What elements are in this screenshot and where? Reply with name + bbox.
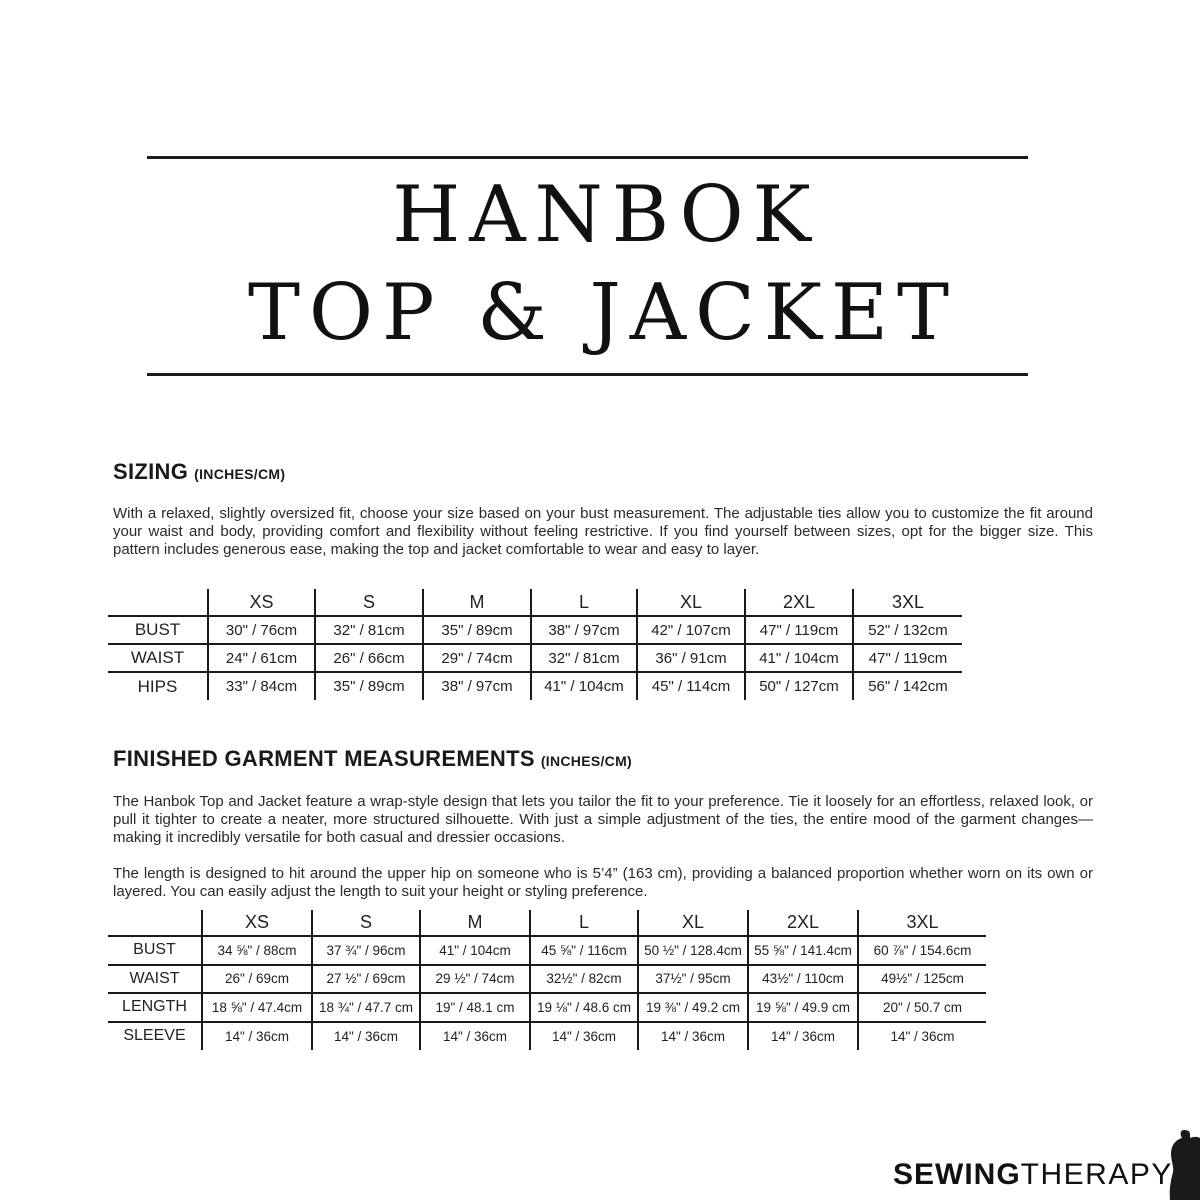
finished-table-cell: 50 ½" / 128.4cm [638,936,748,965]
finished-col-header: 3XL [858,910,986,936]
sizing-table-header [108,589,962,616]
finished-col-header: L [530,910,638,936]
finished-table-cell: 14" / 36cm [858,1022,986,1051]
finished-table-cell: 20" / 50.7 cm [858,993,986,1022]
sizing-table-cell: 35" / 89cm [315,672,423,700]
sizing-table-cell: 52" / 132cm [853,616,962,644]
finished-table-cell: 18 ⅝" / 47.4cm [202,993,312,1022]
sizing-table-cell: 42" / 107cm [637,616,745,644]
finished-table-cell: 43½" / 110cm [748,965,858,994]
finished-unit-label: (INCHES/CM) [540,753,633,769]
title-top-rule [147,156,1028,159]
sizing-col-header: S [315,589,423,616]
sizing-table-cell: 56" / 142cm [853,672,962,700]
finished-col-header: XS [202,910,312,936]
brand-logo [893,1158,1173,1192]
finished-table-cell: 14" / 36cm [202,1022,312,1051]
sizing-table-cell: 30" / 76cm [208,616,315,644]
sizing-unit-label: (INCHES/CM) [194,466,286,482]
title-bottom-rule [147,373,1028,376]
finished-table-cell: 26" / 69cm [202,965,312,994]
finished-table-row [108,936,986,965]
finished-table-cell: 14" / 36cm [420,1022,530,1051]
finished-table-cell: 29 ½" / 74cm [420,965,530,994]
finished-table-cell: 18 ¾" / 47.7 cm [312,993,420,1022]
finished-table-cell: 34 ⅝" / 88cm [202,936,312,965]
finished-row-label: WAIST [108,965,202,994]
finished-table-cell: 14" / 36cm [748,1022,858,1051]
sizing-table-corner [108,589,208,616]
finished-paragraph-2: The length is designed to hit around the upper hip on someone who is 5’4” (163 cm), providing a balanced proportion whether worn on its own or layered. You can easily adjust the length to suit your height or styling preference. [113,865,1093,900]
sizing-table-cell: 32" / 81cm [531,644,637,672]
sizing-table-cell: 38" / 97cm [531,616,637,644]
finished-table-row [108,1022,986,1051]
sizing-table-cell: 50" / 127cm [745,672,853,700]
finished-row-label: BUST [108,936,202,965]
finished-row-label: SLEEVE [123,1027,186,1045]
finished-table-cell: 37½" / 95cm [638,965,748,994]
finished-col-header: 2XL [748,910,858,936]
finished-table-row [108,993,986,1022]
sizing-table-cell: 47" / 119cm [745,616,853,644]
finished-table-cell: 27 ½" / 69cm [312,965,420,994]
sizing-table-cell: 35" / 89cm [423,616,531,644]
sizing-table-cell: 47" / 119cm [853,644,962,672]
sizing-col-header: L [531,589,637,616]
sizing-table-cell: 41" / 104cm [531,672,637,700]
finished-table-cell: 14" / 36cm [312,1022,420,1051]
sizing-paragraph: With a relaxed, slightly oversized fit, choose your size based on your bust measurement. The adjustable ties allow you to customize the fit around your waist and body, providing comfort and flexibility without feeling restrictive. If you find yourself between sizes, opt for the bigger size. This pattern includes generous ease, making the top and jacket comfortable to wear and easy to layer. [113,505,1093,558]
finished-table-cell: 55 ⅝" / 141.4cm [748,936,858,965]
finished-col-header: XL [638,910,748,936]
brand-part-1: SEWING [893,1158,1021,1191]
sizing-col-header: M [423,589,531,616]
sizing-table-cell: 45" / 114cm [637,672,745,700]
finished-table-header [108,910,986,936]
finished-col-header: S [312,910,420,936]
sizing-table-cell: 32" / 81cm [315,616,423,644]
sizing-col-header: 2XL [745,589,853,616]
sizing-heading-text: SIZING [113,459,189,484]
finished-measurements-table [108,910,986,1050]
sizing-row-label: BUST [108,616,208,644]
sizing-table-cell: 41" / 104cm [745,644,853,672]
sizing-col-header: XS [208,589,315,616]
finished-table-cell: 60 ⅞" / 154.6cm [858,936,986,965]
finished-heading-text: FINISHED GARMENT MEASUREMENTS [113,746,535,771]
finished-table-cell: 14" / 36cm [638,1022,748,1051]
finished-table-cell: 45 ⅝" / 116cm [530,936,638,965]
sizing-col-header: 3XL [853,589,962,616]
finished-table-cell: 14" / 36cm [530,1022,638,1051]
finished-table-cell: 19 ⅝" / 49.9 cm [748,993,858,1022]
sizing-table-cell: 38" / 97cm [423,672,531,700]
sizing-row-label: WAIST [108,644,208,672]
finished-col-header: M [420,910,530,936]
finished-table-cell: 37 ¾" / 96cm [312,936,420,965]
finished-table-cell: 19 ⅜" / 49.2 cm [638,993,748,1022]
sizing-col-header: XL [637,589,745,616]
finished-table-cell: 41" / 104cm [420,936,530,965]
finished-heading [113,746,632,772]
sizing-table-row [108,672,962,700]
sizing-row-label: HIPS [137,676,178,696]
finished-table-cell: 32½" / 82cm [530,965,638,994]
title-line-2: TOP & JACKET [248,268,958,358]
sizing-heading [113,459,285,485]
sizing-table-cell: 33" / 84cm [208,672,315,700]
sizing-table-cell: 24" / 61cm [208,644,315,672]
sizing-table [108,589,962,700]
sizing-table-cell: 29" / 74cm [423,644,531,672]
finished-table-row [108,965,986,994]
finished-table-corner [108,910,202,936]
sizing-table-row [108,616,962,644]
sizing-table-cell: 26" / 66cm [315,644,423,672]
finished-table-cell: 19 ⅛" / 48.6 cm [530,993,638,1022]
brand-part-2: THERAPY [1020,1158,1173,1191]
dress-form-icon [1160,1128,1200,1200]
finished-row-label: LENGTH [108,993,202,1022]
sizing-table-row [108,644,962,672]
finished-table-cell: 19" / 48.1 cm [420,993,530,1022]
sizing-table-cell: 36" / 91cm [637,644,745,672]
finished-paragraph-1: The Hanbok Top and Jacket feature a wrap-style design that lets you tailor the fit to your preference. Tie it loosely for an effortless, relaxed look, or pull it tighter to create a neater, more structured silhouette. With just a simple adjustment of the ties, the entire mood of the garment changes—making it incredibly versatile for both casual and dressier occasions. [113,793,1093,846]
finished-table-cell: 49½" / 125cm [858,965,986,994]
title-line-1: HANBOK [392,170,820,260]
